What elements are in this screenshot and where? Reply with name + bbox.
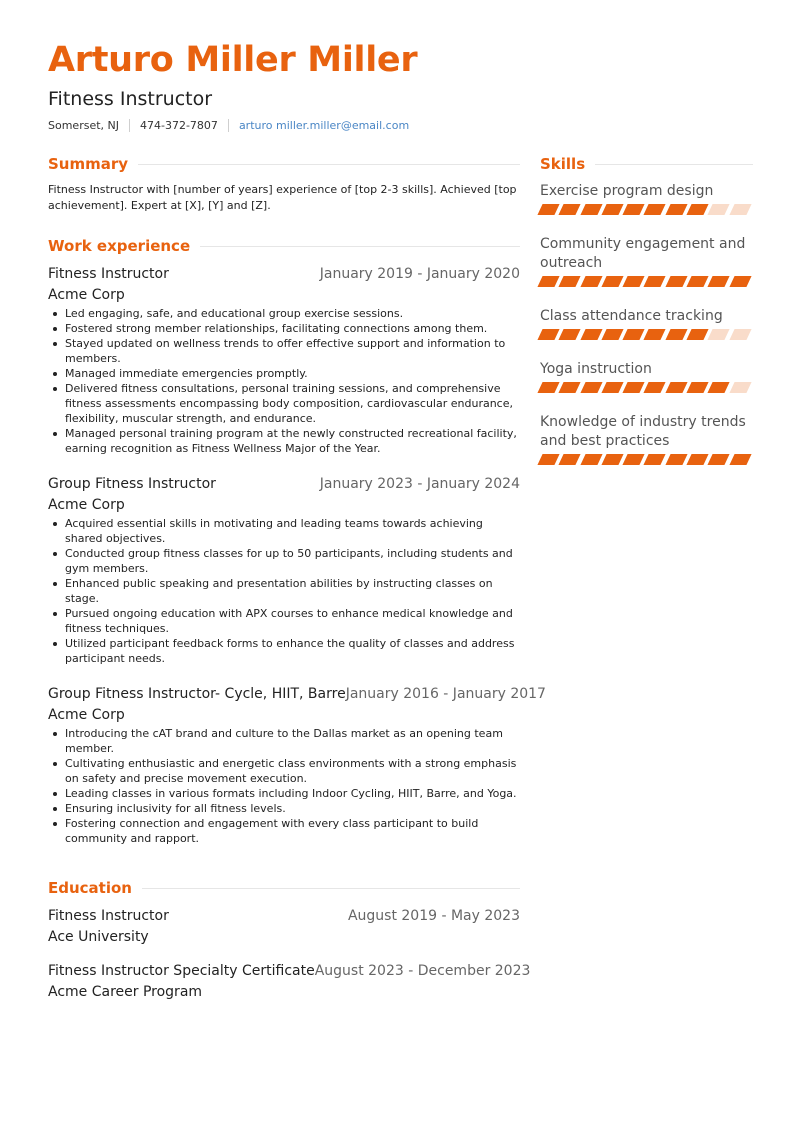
bullet-item: Led engaging, safe, and educational group exercise sessions. (48, 306, 520, 321)
skill-segment-empty (729, 382, 751, 393)
skill-segment-filled (537, 454, 559, 465)
skill-segment-filled (537, 276, 559, 287)
section-heading: Skills (540, 155, 586, 173)
bullet-item: Managed immediate emergencies promptly. (48, 366, 520, 381)
skill-level-bar (540, 382, 753, 393)
skill-segment-empty (729, 204, 751, 215)
skill-segment-filled (601, 204, 623, 215)
skill-segment-filled (708, 382, 730, 393)
skill-item (540, 235, 753, 287)
skill-segment-filled (644, 204, 666, 215)
contact-divider (228, 119, 229, 132)
education-entry (48, 963, 531, 1000)
summary-header (48, 152, 520, 176)
skill-name: Class attendance tracking (540, 308, 723, 324)
skill-segment-filled (537, 329, 559, 340)
phone-text: 474-372-7807 (140, 119, 218, 132)
bullet-item: Pursued ongoing education with APX courses to enhance medical knowledge and fitness techniques. (48, 606, 520, 636)
skill-segment-filled (559, 454, 581, 465)
bullet-item: Conducted group fitness classes for up to 50 participants, including students and gym members. (48, 546, 520, 576)
job-dates: January 2019 - January 2020 (319, 266, 520, 282)
skill-segment-filled (708, 454, 730, 465)
skill-name: Exercise program design (540, 183, 714, 199)
education-dates: August 2019 - May 2023 (347, 908, 520, 924)
location-text: Somerset, NJ (48, 119, 119, 132)
skill-segment-filled (687, 382, 709, 393)
education-header (48, 876, 520, 900)
skill-segment-filled (580, 329, 602, 340)
skill-segment-filled (601, 382, 623, 393)
skill-name: Knowledge of industry trends and best practices (540, 414, 746, 449)
skill-segment-filled (559, 382, 581, 393)
skill-segment-filled (623, 204, 645, 215)
bullet-item: Utilized participant feedback forms to enhance the quality of classes and address participant needs. (48, 636, 520, 666)
skill-item (540, 413, 753, 465)
skill-segment-filled (644, 454, 666, 465)
bullet-item: Leading classes in various formats including Indoor Cycling, HIIT, Barre, and Yoga. (48, 786, 520, 801)
skill-level-bar (540, 454, 753, 465)
job-bullets (48, 306, 520, 456)
contact-line (48, 119, 409, 132)
skill-level-bar (540, 329, 753, 340)
bullet-item: Managed personal training program at the newly constructed recreational facility, earning recognition as Fitness Wellness Major of the Year. (48, 426, 520, 456)
main-column (48, 152, 546, 1000)
section-rule (142, 888, 520, 889)
skill-segment-filled (687, 204, 709, 215)
skill-segment-empty (729, 329, 751, 340)
bullet-item: Ensuring inclusivity for all fitness levels. (48, 801, 520, 816)
skill-segment-filled (623, 382, 645, 393)
section-heading: Summary (48, 155, 129, 173)
work-section (48, 234, 546, 846)
skill-segment-filled (537, 382, 559, 393)
skill-segment-filled (687, 329, 709, 340)
work-header (48, 234, 520, 258)
bullet-item: Enhanced public speaking and presentation abilities by instructing classes on stage. (48, 576, 520, 606)
email-link[interactable]: arturo miller.miller@email.com (238, 119, 410, 132)
job-entry (48, 686, 546, 846)
education-entry (48, 908, 520, 945)
skill-segment-filled (644, 329, 666, 340)
skill-segment-filled (601, 329, 623, 340)
contact-divider (129, 119, 130, 132)
skill-segment-filled (665, 204, 687, 215)
job-company: Acme Corp (48, 287, 125, 303)
skill-segment-filled (644, 276, 666, 287)
skill-segment-filled (665, 382, 687, 393)
skill-level-bar (540, 204, 753, 215)
skill-level-bar (540, 276, 753, 287)
summary-section (48, 152, 520, 213)
candidate-title: Fitness Instructor (48, 88, 213, 110)
skill-segment-filled (580, 276, 602, 287)
section-heading: Work experience (48, 237, 191, 255)
skill-segment-filled (665, 329, 687, 340)
skill-segment-filled (729, 454, 751, 465)
job-role: Fitness Instructor (48, 266, 169, 282)
skill-segment-filled (580, 382, 602, 393)
skill-segment-filled (559, 329, 581, 340)
summary-text: Fitness Instructor with [number of years] experience of [top 2-3 skills]. Achieved [top achievement]. Expert at [X], [Y] and [Z]. (48, 183, 517, 212)
job-role: Group Fitness Instructor (48, 476, 216, 492)
job-entry (48, 476, 520, 666)
skill-segment-filled (580, 454, 602, 465)
skill-segment-filled (580, 204, 602, 215)
skill-segment-filled (537, 204, 559, 215)
bullet-item: Introducing the cAT brand and culture to the Dallas market as an opening team member. (48, 726, 520, 756)
skill-segment-filled (644, 382, 666, 393)
job-dates: January 2023 - January 2024 (319, 476, 520, 492)
skill-segment-filled (601, 454, 623, 465)
skill-segment-filled (665, 276, 687, 287)
job-bullets (48, 516, 520, 666)
job-company: Acme Corp (48, 497, 125, 513)
section-heading: Education (48, 879, 132, 897)
candidate-name: Arturo Miller Miller (48, 40, 418, 80)
sidebar-column (540, 152, 753, 465)
section-rule (138, 164, 520, 165)
skill-segment-filled (687, 276, 709, 287)
skill-segment-filled (623, 454, 645, 465)
skill-segment-empty (708, 204, 730, 215)
job-role: Group Fitness Instructor- Cycle, HIIT, Barre (48, 686, 346, 702)
skill-segment-empty (708, 329, 730, 340)
bullet-item: Delivered fitness consultations, personal training sessions, and comprehensive fitness assessments encompassing body composition, cardiovascular endurance, flexibility, muscular strength, and endurance. (48, 381, 520, 426)
education-dates: August 2023 - December 2023 (314, 963, 531, 979)
education-degree: Fitness Instructor Specialty Certificate (48, 963, 315, 979)
education-section (48, 876, 531, 1000)
bullet-item: Acquired essential skills in motivating and leading teams towards achieving shared objectives. (48, 516, 520, 546)
education-school: Ace University (48, 929, 149, 945)
skill-segment-filled (665, 454, 687, 465)
skill-name: Community engagement and outreach (540, 236, 746, 271)
skill-name: Yoga instruction (540, 361, 652, 377)
skill-segment-filled (687, 454, 709, 465)
skill-item (540, 360, 753, 393)
job-bullets (48, 726, 520, 846)
bullet-item: Stayed updated on wellness trends to offer effective support and information to members. (48, 336, 520, 366)
section-rule (200, 246, 520, 247)
skill-segment-filled (623, 276, 645, 287)
skills-header (540, 152, 753, 176)
skill-item (540, 182, 753, 215)
skill-segment-filled (729, 276, 751, 287)
skill-segment-filled (559, 276, 581, 287)
skill-segment-filled (601, 276, 623, 287)
section-rule (595, 164, 753, 165)
job-company: Acme Corp (48, 707, 125, 723)
skill-segment-filled (623, 329, 645, 340)
job-entry (48, 266, 520, 456)
skill-segment-filled (708, 276, 730, 287)
skill-segment-filled (559, 204, 581, 215)
bullet-item: Fostering connection and engagement with every class participant to build community and rapport. (48, 816, 520, 846)
skill-item (540, 307, 753, 340)
education-degree: Fitness Instructor (48, 908, 169, 924)
bullet-item: Cultivating enthusiastic and energetic class environments with a strong emphasis on safety and precise movement execution. (48, 756, 520, 786)
bullet-item: Fostered strong member relationships, facilitating connections among them. (48, 321, 520, 336)
education-school: Acme Career Program (48, 984, 203, 1000)
job-dates: January 2016 - January 2017 (345, 686, 546, 702)
